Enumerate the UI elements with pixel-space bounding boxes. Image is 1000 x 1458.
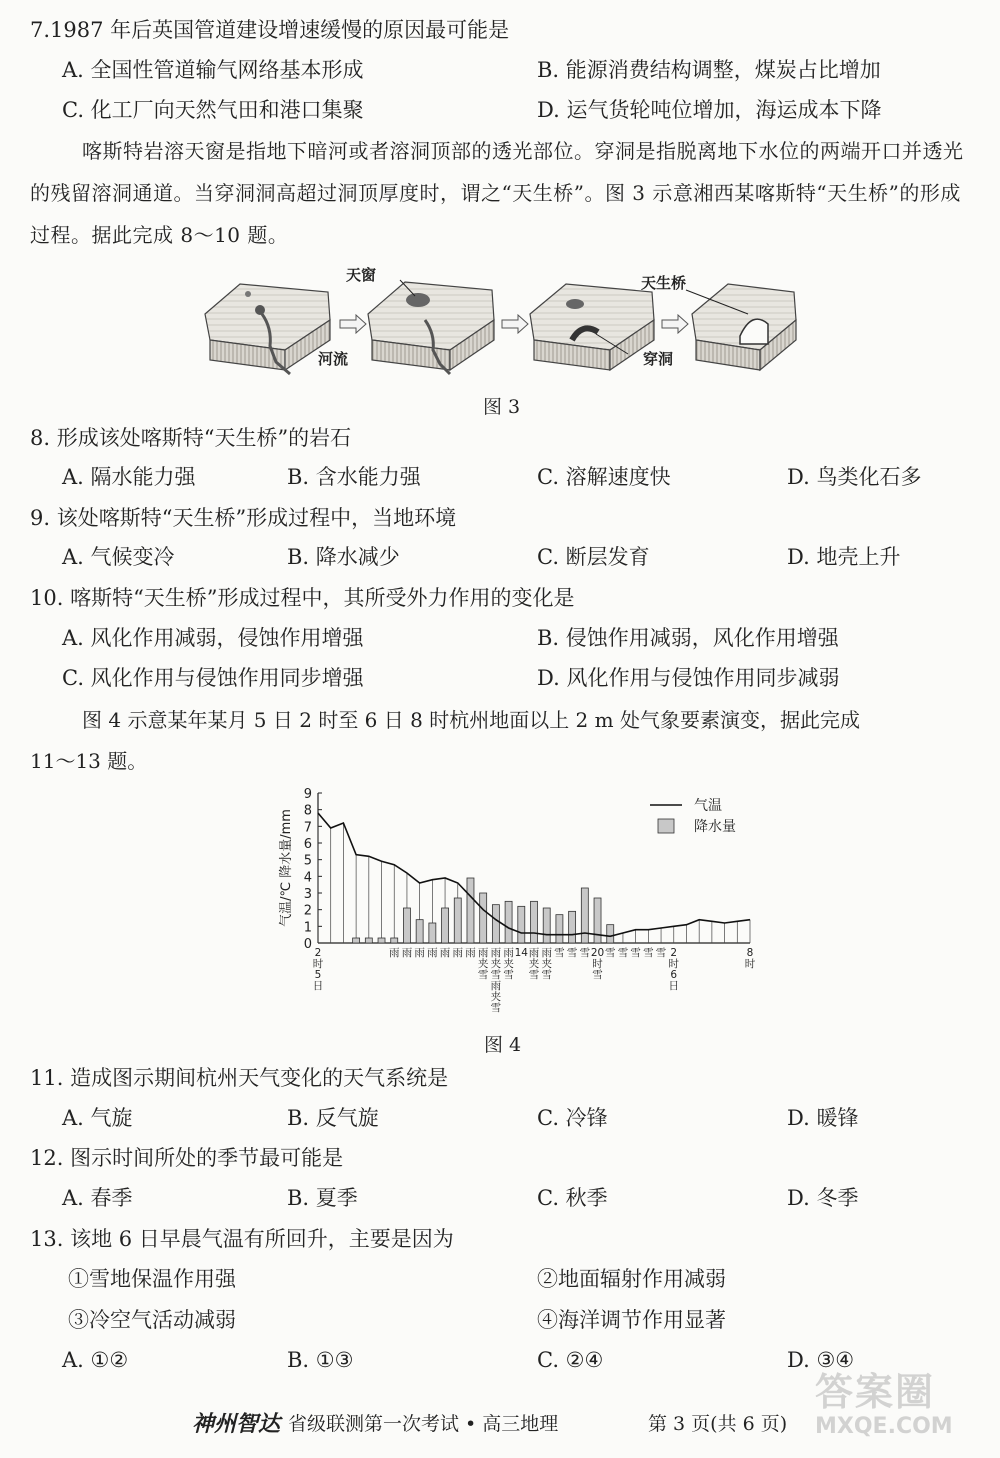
label-river: 河流	[318, 350, 349, 368]
q11-option-a: A. 气旋	[62, 1106, 133, 1130]
x-tick-label: 8	[746, 947, 754, 959]
arrow-3	[662, 315, 688, 333]
legend-precipitation-label: 降水量	[694, 819, 736, 835]
figure-4-caption: 图 4	[484, 1034, 522, 1056]
q13-option-d: D. ③④	[787, 1348, 855, 1372]
x-tick-label: 雨	[477, 947, 489, 959]
x-tick-label: 雪	[630, 947, 641, 959]
x-tick-label: 雪	[490, 969, 502, 981]
q8-option-c: C. 溶解速度快	[537, 465, 671, 489]
precipitation-bar	[543, 908, 550, 943]
x-tick-label: 夹	[528, 958, 540, 970]
x-tick-label: 雪	[592, 969, 603, 981]
q13-option-b: B. ①③	[287, 1348, 354, 1372]
q13-item-4: ④海洋调节作用显著	[537, 1308, 726, 1332]
x-tick-label: 雨	[427, 947, 438, 959]
q9-stem: 9. 该处喀斯特“天生桥”形成过程中，当地环境	[30, 506, 457, 530]
precipitation-bar	[353, 938, 360, 943]
footer-page-number: 第 3 页(共 6 页)	[648, 1413, 788, 1435]
arrow-2	[502, 315, 528, 333]
x-tick-label: 雨	[490, 980, 502, 992]
precipitation-bar	[442, 908, 449, 943]
q11-stem: 11. 造成图示期间杭州天气变化的天气系统是	[30, 1066, 449, 1090]
karst-passage: 喀斯特岩溶天窗是指地下暗河或者溶洞顶部的透光部位。穿洞是指脱离地下水位的两端开口并透光的残留溶洞通道。当穿洞洞高超过洞顶厚度时，谓之“天生桥”。图 3 示意湘西某喀斯特“天生桥”的形成过程。据此完成 8～10 题。	[30, 139, 964, 247]
label-skylight: 天窗	[346, 266, 377, 284]
x-tick-label: 雪	[503, 969, 514, 981]
block-stage-3	[530, 284, 654, 370]
q10-stem: 10. 喀斯特“天生桥”形成过程中，其所受外力作用的变化是	[30, 586, 575, 610]
x-tick-label: 雨	[465, 947, 476, 959]
x-tick-label: 雨	[503, 947, 514, 959]
x-tick-label: 时	[592, 958, 603, 970]
q7-option-d: D. 运气货轮吨位增加，海运成本下降	[537, 98, 882, 122]
x-tick-label: 雨	[452, 947, 464, 959]
precipitation-bar	[480, 893, 487, 943]
q10-option-b: B. 侵蚀作用减弱，风化作用增强	[537, 626, 839, 650]
y-tick-label: 2	[303, 903, 312, 919]
x-tick-label: 雨	[490, 947, 502, 959]
x-tick-label: 雨	[528, 947, 540, 959]
x-tick-label: 6	[670, 969, 678, 981]
precipitation-bar	[581, 888, 588, 943]
x-tick-label: 雪	[477, 969, 489, 981]
q9-option-a: A. 气候变冷	[62, 545, 175, 569]
q11-option-d: D. 暖锋	[787, 1106, 859, 1130]
x-tick-label: 5	[314, 969, 322, 981]
x-tick-label: 日	[312, 980, 324, 992]
x-tick-label: 雪	[566, 947, 578, 959]
x-tick-label: 夹	[541, 958, 552, 970]
precipitation-bar	[429, 923, 436, 943]
watermark-logo-text: 答案圈	[815, 1370, 936, 1414]
q12-stem: 12. 图示时间所处的季节最可能是	[30, 1146, 344, 1170]
legend-temperature-label: 气温	[694, 798, 722, 814]
q8-option-b: B. 含水能力强	[287, 465, 421, 489]
q13-item-3: ③冷空气活动减弱	[68, 1308, 236, 1332]
x-tick-label: 夹	[477, 958, 489, 970]
watermark-logo	[815, 1370, 990, 1450]
precipitation-bar	[467, 878, 474, 943]
q13-item-2: ②地面辐射作用减弱	[537, 1267, 726, 1291]
q9-option-c: C. 断层发育	[537, 545, 650, 569]
block-stage-2	[368, 280, 494, 374]
q12-option-d: D. 冬季	[787, 1186, 859, 1210]
figure-3-caption: 图 3	[483, 396, 521, 418]
q12-option-c: C. 秋季	[537, 1186, 608, 1210]
y-tick-label: 3	[303, 887, 312, 902]
x-tick-label: 日	[668, 980, 680, 992]
x-tick-label: 雨	[414, 947, 425, 959]
y-tick-label: 0	[303, 937, 312, 952]
x-tick-label: 时	[668, 958, 680, 970]
x-tick-label: 时	[312, 958, 324, 970]
x-tick-label: 夹	[503, 958, 514, 970]
x-tick-label: 雪	[604, 947, 616, 959]
precipitation-bar	[556, 915, 563, 943]
q10-option-d: D. 风化作用与侵蚀作用同步减弱	[537, 666, 840, 690]
y-axis-label: 气温/℃ 降水量/mm	[279, 809, 294, 927]
q12-option-a: A. 春季	[62, 1186, 133, 1210]
y-tick-label: 6	[303, 837, 312, 852]
q11-option-c: C. 冷锋	[537, 1106, 608, 1130]
q10-option-a: A. 风化作用减弱，侵蚀作用增强	[62, 626, 364, 650]
precipitation-bar	[365, 938, 372, 943]
legend-bar-swatch	[658, 819, 674, 833]
x-tick-label: 雪	[655, 947, 667, 959]
precipitation-bar	[594, 898, 601, 943]
figure-3-karst-diagram	[200, 262, 800, 377]
q13-stem: 13. 该地 6 日早晨气温有所回升，主要是因为	[30, 1227, 454, 1251]
q10-option-c: C. 风化作用与侵蚀作用同步增强	[62, 666, 364, 690]
x-tick-label: 14	[514, 947, 528, 959]
q8-option-d: D. 鸟类化石多	[787, 465, 922, 489]
block-stage-1	[205, 284, 330, 374]
x-tick-label: 雪	[528, 969, 540, 981]
q8-option-a: A. 隔水能力强	[62, 465, 196, 489]
q8-stem: 8. 形成该处喀斯特“天生桥”的岩石	[30, 426, 352, 450]
y-tick-label: 4	[303, 870, 312, 886]
x-tick-label: 2	[670, 947, 678, 959]
precipitation-bar	[454, 898, 461, 943]
q7-option-b: B. 能源消费结构调整，煤炭占比增加	[537, 58, 881, 82]
block-stage-4	[686, 284, 796, 370]
q13-option-a: A. ①②	[62, 1348, 129, 1372]
x-tick-label: 20	[590, 947, 605, 959]
q9-option-b: B. 降水减少	[287, 545, 400, 569]
figure-4-weather-chart	[250, 785, 770, 1020]
q13-item-1: ①雪地保温作用强	[68, 1267, 236, 1291]
precipitation-bar	[607, 925, 614, 943]
x-tick-label: 雪	[579, 947, 591, 959]
y-tick-label: 5	[303, 853, 312, 869]
x-tick-label: 雨	[439, 947, 451, 959]
y-tick-label: 7	[303, 820, 312, 836]
x-tick-label: 时	[744, 958, 756, 970]
precipitation-bar	[492, 905, 499, 943]
x-tick-label: 2	[314, 947, 322, 959]
y-tick-label: 1	[303, 920, 312, 936]
precipitation-bar	[531, 901, 538, 943]
weather-passage-line1: 图 4 示意某年某月 5 日 2 时至 6 日 8 时杭州地面以上 2 m 处气象要素演变，据此完成	[82, 708, 860, 732]
x-tick-label: 雪	[541, 969, 552, 981]
precipitation-bar	[518, 906, 525, 943]
arrow-1	[340, 315, 366, 333]
x-tick-label: 雪	[554, 947, 565, 959]
x-tick-label: 夹	[490, 958, 502, 970]
precipitation-bar	[391, 938, 398, 943]
x-tick-label: 雪	[490, 1002, 502, 1014]
precipitation-bar	[403, 908, 410, 943]
label-natural-bridge: 天生桥	[641, 274, 687, 292]
y-tick-label: 8	[303, 803, 312, 819]
x-tick-label: 雪	[617, 947, 629, 959]
x-tick-label: 雨	[388, 947, 400, 959]
label-tunnel: 穿洞	[643, 350, 674, 368]
x-tick-label: 雨	[401, 947, 413, 959]
q7-option-c: C. 化工厂向天然气田和港口集聚	[62, 98, 364, 122]
x-tick-label: 雨	[541, 947, 552, 959]
precipitation-bar	[569, 911, 576, 943]
precipitation-bar	[505, 901, 512, 943]
footer-brand: 神州智达	[192, 1411, 281, 1437]
q12-option-b: B. 夏季	[287, 1186, 358, 1210]
y-tick-label: 9	[303, 787, 312, 802]
footer-exam-title: 省级联测第一次考试 • 高三地理	[288, 1413, 559, 1435]
x-tick-label: 雪	[643, 947, 654, 959]
watermark-url-text: MXQE.COM	[815, 1414, 953, 1439]
x-tick-label: 夹	[490, 991, 502, 1003]
precipitation-bar	[378, 938, 385, 943]
q13-option-c: C. ②④	[537, 1348, 604, 1372]
weather-passage-line2: 11～13 题。	[30, 749, 148, 773]
q9-option-d: D. 地壳上升	[787, 545, 901, 569]
q11-option-b: B. 反气旋	[287, 1106, 379, 1130]
precipitation-bar	[416, 920, 423, 943]
q7-option-a: A. 全国性管道输气网络基本形成	[62, 58, 364, 82]
q7-stem: 7.1987 年后英国管道建设增速缓慢的原因最可能是	[30, 18, 510, 42]
